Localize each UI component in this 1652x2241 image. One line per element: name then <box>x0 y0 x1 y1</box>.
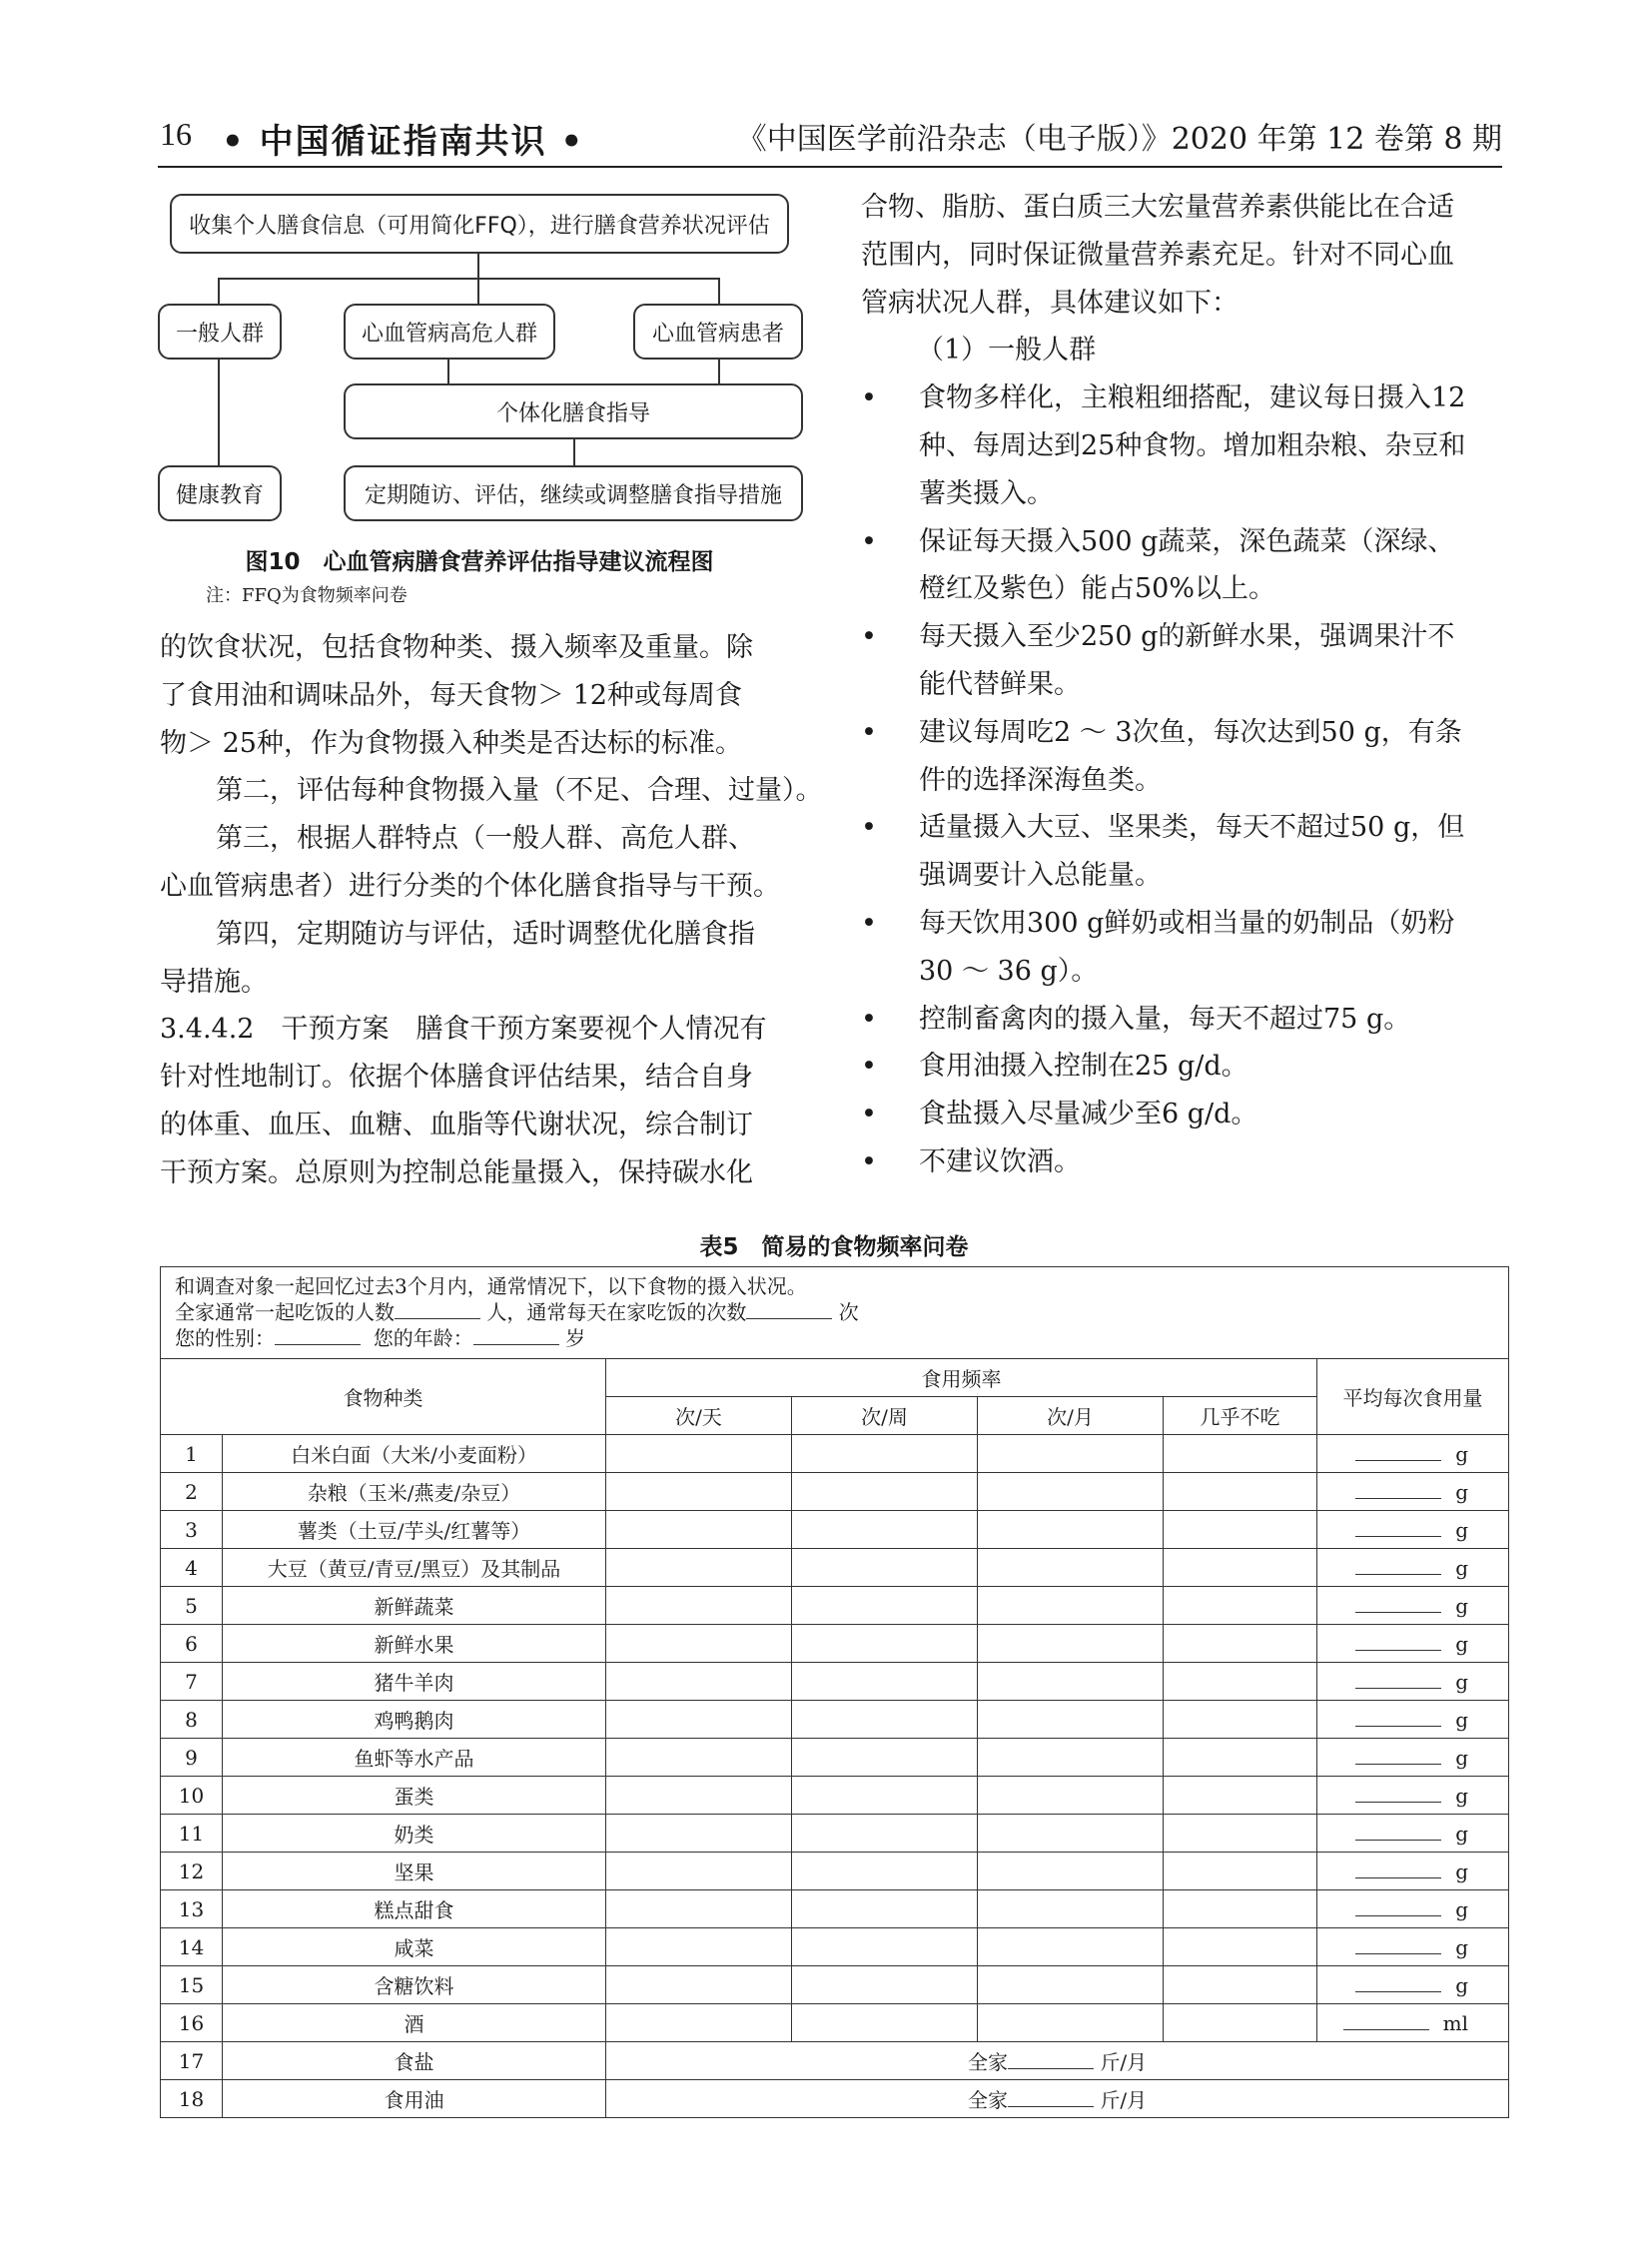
amount-cell <box>1317 1473 1509 1511</box>
bullet-marker: • <box>861 907 877 939</box>
food-name: 坚果 <box>223 1853 606 1890</box>
amount-cell <box>1317 1663 1509 1701</box>
flow-connector <box>718 278 720 306</box>
amount-unit: g <box>1455 1746 1469 1770</box>
table-row <box>161 1435 1509 1473</box>
table-row <box>161 1663 1509 1701</box>
fill-blank[interactable] <box>1355 1707 1441 1727</box>
fill-blank[interactable] <box>1355 1934 1441 1954</box>
household-prefix: 全家 <box>967 2050 1008 2074</box>
body-line: 的体重、血压、血糖、血脂等代谢状况，综合制订 <box>160 1109 753 1140</box>
section-heading-line: 3.4.4.2 干预方案 膳食干预方案要视个人情况有 <box>160 1014 767 1046</box>
fill-blank[interactable] <box>1355 1479 1441 1499</box>
freq-per-month-cell[interactable] <box>978 1549 1164 1587</box>
recommendation-text: 种、每周达到25种食物。增加粗杂粮、杂豆和 <box>919 429 1466 461</box>
food-name: 鱼虾等水产品 <box>223 1739 606 1777</box>
recommendation-text: 薯类摄入。 <box>919 477 1054 509</box>
freq-per-month-cell[interactable] <box>978 1966 1164 2004</box>
table-row <box>161 1701 1509 1739</box>
bullet-marker: • <box>861 1145 877 1177</box>
food-name: 鸡鸭鹅肉 <box>223 1701 606 1739</box>
flow-connector <box>218 278 719 280</box>
flow-box-education: 健康教育 <box>158 465 282 521</box>
fill-blank[interactable] <box>1355 1631 1441 1651</box>
body-line: 第四，定期随访与评估，适时调整优化膳食指 <box>216 918 755 950</box>
row-number: 3 <box>161 1511 223 1549</box>
freq-per-week-cell[interactable] <box>792 1890 978 1928</box>
freq-per-day-cell[interactable] <box>606 1473 792 1511</box>
table-row <box>161 1890 1509 1928</box>
household-prefix: 全家 <box>967 2088 1008 2112</box>
freq-per-month-cell[interactable] <box>978 1853 1164 1890</box>
freq-per-month-cell[interactable] <box>978 1701 1164 1739</box>
amount-unit: g <box>1455 1632 1469 1656</box>
freq-per-week-cell[interactable] <box>792 1511 978 1549</box>
freq-almost-never-cell[interactable] <box>1164 1701 1317 1739</box>
household-unit: 斤/月 <box>1100 2050 1148 2074</box>
fill-blank[interactable] <box>1355 1783 1441 1803</box>
header-rule <box>158 166 1502 168</box>
fill-blank[interactable] <box>275 1325 361 1345</box>
food-name: 食盐 <box>223 2042 606 2080</box>
flow-connector <box>573 439 575 467</box>
freq-per-week-cell[interactable] <box>792 1815 978 1853</box>
recommendation-item <box>861 1043 1510 1091</box>
freq-per-week-cell[interactable] <box>792 1587 978 1625</box>
right-column <box>861 184 1510 1186</box>
intro-line <box>175 1325 1494 1351</box>
body-line: 第三，根据人群特点（一般人群、高危人群、 <box>216 823 755 855</box>
recommendation-text: 控制畜禽肉的摄入量，每天不超过75 g。 <box>919 1003 1411 1035</box>
flow-box-followup: 定期随访、评估，继续或调整膳食指导措施 <box>344 465 803 521</box>
freq-per-month-cell[interactable] <box>978 1435 1164 1473</box>
flow-box-collect: 收集个人膳食信息（可用简化FFQ），进行膳食营养状况评估 <box>170 194 789 254</box>
fill-blank[interactable] <box>1355 1669 1441 1689</box>
recommendation-item <box>861 709 1510 805</box>
header-amount: 平均每次食用量 <box>1317 1359 1509 1435</box>
body-line: 合物、脂肪、蛋白质三大宏量营养素供能比在合适 <box>861 192 1454 223</box>
freq-almost-never-cell[interactable] <box>1164 1739 1317 1777</box>
recommendation-item <box>861 804 1510 900</box>
freq-per-day-cell[interactable] <box>606 1549 792 1587</box>
header-frequency: 食用频率 <box>606 1359 1317 1397</box>
amount-cell <box>1317 1928 1509 1966</box>
food-name: 猪牛羊肉 <box>223 1663 606 1701</box>
freq-almost-never-cell[interactable] <box>1164 1663 1317 1701</box>
amount-cell <box>1317 1739 1509 1777</box>
freq-per-day-cell[interactable] <box>606 1890 792 1928</box>
flow-connector <box>477 254 479 278</box>
body-line: 范围内，同时保证微量营养素充足。针对不同心血 <box>861 239 1454 271</box>
food-name: 奶类 <box>223 1815 606 1853</box>
table-row <box>161 1966 1509 2004</box>
freq-per-week-cell[interactable] <box>792 1739 978 1777</box>
recommendation-text: 橙红及紫色）能占50%以上。 <box>919 573 1276 605</box>
freq-per-day-cell[interactable] <box>606 1739 792 1777</box>
amount-cell <box>1317 2004 1509 2042</box>
fill-blank[interactable] <box>1355 1441 1441 1461</box>
header-per-day: 次/天 <box>606 1397 792 1435</box>
intro-text: 您的性别： <box>175 1326 275 1350</box>
freq-per-day-cell[interactable] <box>606 1928 792 1966</box>
amount-unit: g <box>1455 1973 1469 1997</box>
page-number: 16 <box>160 116 192 152</box>
amount-unit: g <box>1455 1556 1469 1580</box>
amount-cell <box>1317 1853 1509 1890</box>
flow-box-general: 一般人群 <box>158 304 282 360</box>
recommendation-item <box>861 1091 1510 1138</box>
freq-per-week-cell[interactable] <box>792 1473 978 1511</box>
figure-note: 注：FFQ为食物频率问卷 <box>206 585 408 606</box>
flow-box-patients: 心血管病患者 <box>633 304 803 360</box>
freq-per-week-cell[interactable] <box>792 1435 978 1473</box>
table-header-row <box>161 1359 1509 1397</box>
intro-text: 您的年龄： <box>373 1326 473 1350</box>
freq-almost-never-cell[interactable] <box>1164 1777 1317 1815</box>
table-row <box>161 1473 1509 1511</box>
flow-box-guidance: 个体化膳食指导 <box>344 383 803 439</box>
amount-cell <box>1317 1777 1509 1815</box>
body-line: 管病状况人群，具体建议如下： <box>861 287 1239 319</box>
row-number: 13 <box>161 1890 223 1928</box>
header-almost-never: 几乎不吃 <box>1164 1397 1317 1435</box>
body-line: 的饮食状况，包括食物种类、摄入频率及重量。除 <box>160 632 753 663</box>
recommendation-text: 食用油摄入控制在25 g/d。 <box>919 1051 1248 1083</box>
table-intro <box>161 1267 1509 1359</box>
header-per-week: 次/周 <box>792 1397 978 1435</box>
freq-almost-never-cell[interactable] <box>1164 2004 1317 2042</box>
row-number: 5 <box>161 1587 223 1625</box>
freq-per-month-cell[interactable] <box>978 1739 1164 1777</box>
body-line: 物＞ 25种，作为食物摄入种类是否达标的标准。 <box>160 727 742 759</box>
flow-connector <box>447 360 449 383</box>
row-number: 4 <box>161 1549 223 1587</box>
recommendation-text: 保证每天摄入500 g蔬菜，深色蔬菜（深绿、 <box>919 525 1455 557</box>
fill-blank[interactable] <box>1355 1555 1441 1575</box>
subheading: （1）一般人群 <box>917 335 1097 367</box>
row-number: 10 <box>161 1777 223 1815</box>
recommendation-text: 30 ～ 36 g）。 <box>919 955 1099 987</box>
header-per-month: 次/月 <box>978 1397 1164 1435</box>
amount-cell <box>1317 1890 1509 1928</box>
fill-blank[interactable] <box>1355 1745 1441 1765</box>
food-name: 大豆（黄豆/青豆/黑豆）及其制品 <box>223 1549 606 1587</box>
food-name: 蛋类 <box>223 1777 606 1815</box>
food-name: 薯类（土豆/芋头/红薯等） <box>223 1511 606 1549</box>
recommendation-item <box>861 374 1510 517</box>
recommendation-item <box>861 1138 1510 1186</box>
amount-cell <box>1317 1435 1509 1473</box>
table-row <box>161 1777 1509 1815</box>
row-number: 6 <box>161 1625 223 1663</box>
freq-per-week-cell[interactable] <box>792 2004 978 2042</box>
row-number: 14 <box>161 1928 223 1966</box>
fill-blank[interactable] <box>1355 1517 1441 1537</box>
bullet-marker: • <box>861 1051 877 1083</box>
amount-cell <box>1317 1625 1509 1663</box>
freq-per-day-cell[interactable] <box>606 1663 792 1701</box>
body-line: 干预方案。总原则为控制总能量摄入，保持碳水化 <box>160 1156 753 1188</box>
freq-almost-never-cell[interactable] <box>1164 1511 1317 1549</box>
freq-per-month-cell[interactable] <box>978 1473 1164 1511</box>
recommendation-text: 件的选择深海鱼类。 <box>919 764 1162 796</box>
row-number: 2 <box>161 1473 223 1511</box>
freq-per-week-cell[interactable] <box>792 1625 978 1663</box>
recommendation-item <box>861 996 1510 1044</box>
intro-line <box>175 1299 1494 1325</box>
intro-text: 岁 <box>565 1326 586 1350</box>
amount-unit: g <box>1455 1935 1469 1959</box>
freq-per-day-cell[interactable] <box>606 1777 792 1815</box>
household-unit: 斤/月 <box>1100 2088 1148 2112</box>
bullet-marker: • <box>861 1003 877 1035</box>
freq-almost-never-cell[interactable] <box>1164 1549 1317 1587</box>
fill-blank[interactable] <box>746 1299 832 1319</box>
freq-per-day-cell[interactable] <box>606 1587 792 1625</box>
recommendation-text: 每天饮用300 g鲜奶或相当量的奶制品（奶粉 <box>919 907 1455 939</box>
recommendation-text: 食物多样化，主粮粗细搭配，建议每日摄入12 <box>919 382 1466 414</box>
fill-blank[interactable] <box>473 1325 559 1345</box>
body-line: 第二，评估每种食物摄入量（不足、合理、过量）。 <box>216 775 823 807</box>
freq-per-week-cell[interactable] <box>792 1663 978 1701</box>
bullet-marker: • <box>861 716 877 748</box>
flow-connector <box>218 360 220 467</box>
food-frequency-table <box>160 1266 1509 2118</box>
freq-per-week-cell[interactable] <box>792 1928 978 1966</box>
table-row <box>161 1549 1509 1587</box>
fill-blank[interactable] <box>1355 1972 1441 1992</box>
fill-blank[interactable] <box>1343 2010 1429 2030</box>
freq-per-month-cell[interactable] <box>978 1625 1164 1663</box>
row-number: 12 <box>161 1853 223 1890</box>
table-row <box>161 2042 1509 2080</box>
header-food-type: 食物种类 <box>161 1359 606 1435</box>
table-row <box>161 1625 1509 1663</box>
row-number: 1 <box>161 1435 223 1473</box>
fill-blank[interactable] <box>1008 2087 1094 2107</box>
flow-box-high-risk: 心血管病高危人群 <box>344 304 555 360</box>
freq-almost-never-cell[interactable] <box>1164 1928 1317 1966</box>
freq-per-day-cell[interactable] <box>606 1815 792 1853</box>
table-row <box>161 2080 1509 2118</box>
amount-cell <box>1317 1701 1509 1739</box>
body-line: 导措施。 <box>160 966 268 998</box>
recommendation-text: 建议每周吃2 ～ 3次鱼，每次达到50 g，有条 <box>919 716 1462 748</box>
row-number: 9 <box>161 1739 223 1777</box>
freq-per-month-cell[interactable] <box>978 1890 1164 1928</box>
recommendation-list <box>861 374 1510 1186</box>
fill-blank[interactable] <box>1008 2049 1094 2069</box>
food-name: 含糖饮料 <box>223 1966 606 2004</box>
freq-per-day-cell[interactable] <box>606 1853 792 1890</box>
recommendation-text: 每天摄入至少250 g的新鲜水果，强调果汁不 <box>919 621 1455 653</box>
freq-per-day-cell[interactable] <box>606 1966 792 2004</box>
freq-per-week-cell[interactable] <box>792 1549 978 1587</box>
table-row <box>161 1928 1509 1966</box>
food-name: 咸菜 <box>223 1928 606 1966</box>
freq-almost-never-cell[interactable] <box>1164 1966 1317 2004</box>
food-name: 新鲜水果 <box>223 1625 606 1663</box>
section-title: • 中国循证指南共识 • <box>222 122 585 162</box>
body-line: 针对性地制订。依据个体膳食评估结果，结合自身 <box>160 1062 753 1094</box>
row-number: 15 <box>161 1966 223 2004</box>
freq-per-month-cell[interactable] <box>978 1777 1164 1815</box>
table-row <box>161 1739 1509 1777</box>
food-name: 白米白面（大米/小麦面粉） <box>223 1435 606 1473</box>
amount-unit: g <box>1455 1594 1469 1618</box>
amount-unit: g <box>1455 1822 1469 1846</box>
freq-per-day-cell[interactable] <box>606 2004 792 2042</box>
row-number: 8 <box>161 1701 223 1739</box>
freq-almost-never-cell[interactable] <box>1164 1890 1317 1928</box>
fill-blank[interactable] <box>1355 1821 1441 1841</box>
flow-connector <box>218 278 220 306</box>
row-number: 11 <box>161 1815 223 1853</box>
freq-per-day-cell[interactable] <box>606 1435 792 1473</box>
flow-connector <box>477 278 479 306</box>
freq-almost-never-cell[interactable] <box>1164 1625 1317 1663</box>
fill-blank[interactable] <box>1355 1593 1441 1613</box>
food-name: 酒 <box>223 2004 606 2042</box>
recommendation-text: 不建议饮酒。 <box>919 1145 1081 1177</box>
freq-almost-never-cell[interactable] <box>1164 1587 1317 1625</box>
bullet-marker: • <box>861 812 877 844</box>
amount-unit: g <box>1455 1897 1469 1921</box>
recommendation-item <box>861 900 1510 996</box>
freq-per-month-cell[interactable] <box>978 1587 1164 1625</box>
freq-per-week-cell[interactable] <box>792 1777 978 1815</box>
freq-per-month-cell[interactable] <box>978 1928 1164 1966</box>
amount-unit: g <box>1455 1518 1469 1542</box>
food-name: 新鲜蔬菜 <box>223 1587 606 1625</box>
intro-text: 全家通常一起吃饭的人数 <box>175 1300 395 1324</box>
bullet-marker: • <box>861 525 877 557</box>
row-number: 16 <box>161 2004 223 2042</box>
flow-connector <box>718 360 720 383</box>
recommendation-text: 强调要计入总能量。 <box>919 860 1162 892</box>
recommendation-text: 能代替鲜果。 <box>919 668 1081 700</box>
freq-per-week-cell[interactable] <box>792 1966 978 2004</box>
intro-text: 次 <box>838 1300 859 1324</box>
freq-per-month-cell[interactable] <box>978 2004 1164 2042</box>
freq-almost-never-cell[interactable] <box>1164 1853 1317 1890</box>
recommendation-item <box>861 613 1510 709</box>
journal-title: 《中国医学前沿杂志（电子版）》2020 年第 12 卷第 8 期 <box>736 122 1502 157</box>
recommendation-text: 食盐摄入尽量减少至6 g/d。 <box>919 1099 1258 1130</box>
freq-almost-never-cell[interactable] <box>1164 1435 1317 1473</box>
table-intro-row <box>161 1267 1509 1359</box>
food-name: 糕点甜食 <box>223 1890 606 1928</box>
freq-almost-never-cell[interactable] <box>1164 1815 1317 1853</box>
body-line: 了食用油和调味品外，每天食物＞ 12种或每周食 <box>160 679 742 711</box>
amount-unit: ml <box>1442 2011 1469 2035</box>
freq-per-day-cell[interactable] <box>606 1511 792 1549</box>
amount-cell <box>1317 1549 1509 1587</box>
amount-unit: g <box>1455 1784 1469 1808</box>
bullet-marker: • <box>861 1099 877 1130</box>
table-row <box>161 1853 1509 1890</box>
amount-unit: g <box>1455 1442 1469 1466</box>
amount-cell <box>1317 1587 1509 1625</box>
recommendation-item <box>861 518 1510 614</box>
amount-cell <box>1317 1966 1509 2004</box>
freq-per-day-cell[interactable] <box>606 1625 792 1663</box>
table-row <box>161 1511 1509 1549</box>
body-line: 心血管病患者）进行分类的个体化膳食指导与干预。 <box>160 870 780 902</box>
freq-per-month-cell[interactable] <box>978 1815 1164 1853</box>
freq-per-week-cell[interactable] <box>792 1853 978 1890</box>
intro-text: 人，通常每天在家吃饭的次数 <box>486 1300 747 1324</box>
amount-unit: g <box>1455 1480 1469 1504</box>
household-amount-cell <box>606 2080 1509 2118</box>
freq-per-week-cell[interactable] <box>792 1701 978 1739</box>
freq-per-day-cell[interactable] <box>606 1701 792 1739</box>
table-row <box>161 1587 1509 1625</box>
recommendation-text: 适量摄入大豆、坚果类，每天不超过50 g，但 <box>919 812 1465 844</box>
amount-cell <box>1317 1511 1509 1549</box>
bullet-marker: • <box>861 621 877 653</box>
bullet-marker: • <box>861 382 877 414</box>
food-name: 食用油 <box>223 2080 606 2118</box>
freq-per-month-cell[interactable] <box>978 1511 1164 1549</box>
amount-unit: g <box>1455 1708 1469 1732</box>
household-amount-cell <box>606 2042 1509 2080</box>
intro-line: 和调查对象一起回忆过去3个月内，通常情况下，以下食物的摄入状况。 <box>175 1274 807 1298</box>
row-number: 7 <box>161 1663 223 1701</box>
freq-per-month-cell[interactable] <box>978 1663 1164 1701</box>
amount-unit: g <box>1455 1860 1469 1883</box>
row-number: 18 <box>161 2080 223 2118</box>
freq-almost-never-cell[interactable] <box>1164 1473 1317 1511</box>
left-column <box>160 624 823 1197</box>
table-row <box>161 1815 1509 1853</box>
fill-blank[interactable] <box>1355 1896 1441 1916</box>
amount-unit: g <box>1455 1670 1469 1694</box>
table-row <box>161 2004 1509 2042</box>
fill-blank[interactable] <box>395 1299 480 1319</box>
amount-cell <box>1317 1815 1509 1853</box>
table-caption: 表5 简易的食物频率问卷 <box>699 1234 969 1260</box>
fill-blank[interactable] <box>1355 1859 1441 1878</box>
figure-caption: 图10 心血管病膳食营养评估指导建议流程图 <box>245 549 714 575</box>
food-name: 杂粮（玉米/燕麦/杂豆） <box>223 1473 606 1511</box>
row-number: 17 <box>161 2042 223 2080</box>
